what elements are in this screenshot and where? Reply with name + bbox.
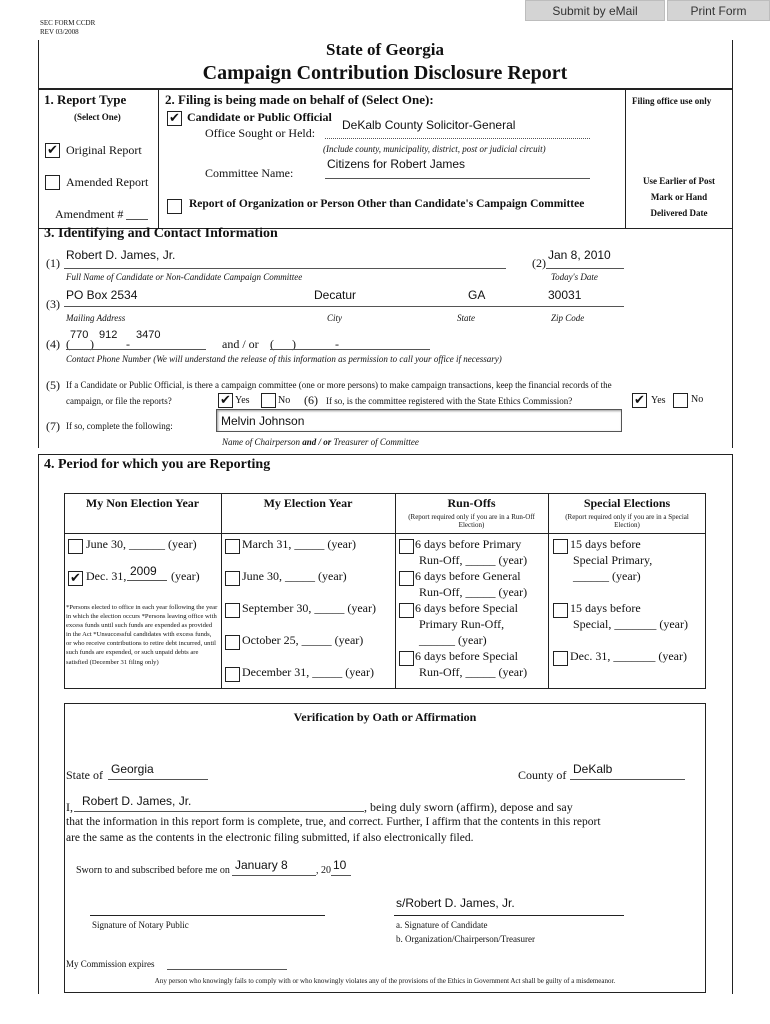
ey-september-label: September 30, _____ (year) bbox=[242, 601, 376, 615]
office-hint: (Include county, municipality, district, post or judicial circuit) bbox=[323, 144, 546, 154]
subscribed-year-line bbox=[331, 875, 351, 876]
frame-right bbox=[732, 40, 733, 448]
committee-name-line bbox=[325, 178, 590, 179]
ne-june-label: June 30, ______ (year) bbox=[86, 537, 197, 551]
select-one-hint: (Select One) bbox=[74, 112, 121, 122]
phone2-line[interactable] bbox=[270, 349, 430, 350]
city-caption: City bbox=[327, 313, 342, 323]
special-elections-header: Special Elections bbox=[583, 496, 671, 510]
ne-dec-year-line bbox=[127, 580, 167, 581]
q7-number: (7) bbox=[46, 419, 60, 433]
candidate-checkbox[interactable]: ✔ bbox=[167, 111, 182, 126]
commission-label: My Commission expires bbox=[66, 959, 155, 969]
name-caption: Full Name of Candidate or Non-Candidate Campaign Committee bbox=[66, 272, 303, 282]
ne-june-checkbox[interactable] bbox=[68, 539, 83, 554]
non-election-year-header: My Non Election Year bbox=[85, 496, 200, 510]
period-col-divider-3 bbox=[548, 493, 549, 689]
ey-june-checkbox[interactable] bbox=[225, 571, 240, 586]
verification-state-value[interactable]: Georgia bbox=[111, 762, 154, 776]
committee-name-value[interactable]: Citizens for Robert James bbox=[327, 157, 466, 171]
run-offs-header: Run-Offs bbox=[447, 496, 496, 510]
office-sought-label: Office Sought or Held: bbox=[205, 126, 316, 140]
ne-dec-year-value[interactable]: 2009 bbox=[130, 564, 157, 578]
verification-state-line bbox=[108, 779, 208, 780]
verification-box bbox=[64, 703, 706, 993]
q6-yes-label: Yes bbox=[651, 395, 666, 406]
q1-number: (1) bbox=[46, 256, 60, 270]
sworn-text: , being duly sworn (affirm), depose and say bbox=[364, 800, 573, 814]
address-value[interactable]: PO Box 2534 bbox=[66, 288, 138, 302]
affiant-name-line bbox=[74, 811, 364, 812]
q5-number: (5) bbox=[46, 378, 60, 392]
election-year-header: My Election Year bbox=[263, 496, 353, 510]
zip-value[interactable]: 30031 bbox=[548, 288, 582, 302]
ey-march-label: March 31, _____ (year) bbox=[242, 537, 356, 551]
ro-special-label-a: 6 days before Special bbox=[415, 649, 518, 663]
q6-text: If so, is the committee registered with the State Ethics Commission? bbox=[326, 396, 573, 406]
original-report-label: Original Report bbox=[66, 143, 142, 157]
state-value[interactable]: GA bbox=[468, 288, 486, 302]
city-value[interactable]: Decatur bbox=[314, 288, 357, 302]
candidate-name-value[interactable]: Robert D. James, Jr. bbox=[66, 248, 176, 262]
address-line bbox=[64, 306, 624, 307]
affiant-name-value[interactable]: Robert D. James, Jr. bbox=[82, 794, 192, 808]
ro-primary-checkbox[interactable] bbox=[399, 539, 414, 554]
ro-special-primary-label-b: Primary Run-Off, bbox=[419, 617, 505, 631]
subscribed-date-line bbox=[232, 875, 316, 876]
header-rule bbox=[38, 88, 732, 90]
form-id: SEC FORM CCDR bbox=[40, 19, 96, 27]
zip-caption: Zip Code bbox=[551, 313, 585, 323]
frame-left-lower bbox=[38, 454, 39, 994]
se-special-primary-label-b: Special Primary, bbox=[573, 553, 653, 567]
non-election-note: *Persons elected to office in each year following the year in which the election occurs *Persons leaving office with excess funds until such funds are expended as provided in the Act *Unsuccessful candidates with excess funds, or who receive contributions to retire debt incurred, until such funds are expended, or such unpaid debts are satisfied (December 31 filing only) bbox=[66, 604, 218, 666]
run-offs-subheader: (Report required only if you are in a Run-Off Election) bbox=[408, 513, 535, 529]
ey-december-label: December 31, _____ (year) bbox=[242, 665, 374, 679]
other-organization-label: Report of Organization or Person Other than Candidate's Campaign Committee bbox=[189, 198, 585, 210]
report-type-title: 1. Report Type bbox=[44, 92, 127, 107]
ne-dec-label: Dec. 31, bbox=[86, 569, 127, 583]
candidate-signature-line bbox=[394, 915, 624, 916]
chair-caption: Name of Chairperson and / or Treasurer of Committee bbox=[222, 437, 419, 447]
verification-body-a: that the information in this report form is complete, true, and correct. Further, I affirm that the contents in this report bbox=[66, 816, 601, 828]
submit-by-email-button[interactable]: Submit by eMail bbox=[525, 0, 665, 21]
comma-twenty: , 20 bbox=[316, 865, 331, 876]
ey-october-checkbox[interactable] bbox=[225, 635, 240, 650]
office-use-title: Filing office use only bbox=[632, 96, 712, 106]
commission-line[interactable] bbox=[167, 969, 287, 970]
amendment-number-label: Amendment # bbox=[55, 207, 124, 221]
phone1-line bbox=[66, 349, 206, 350]
q5-yes-label: Yes bbox=[235, 395, 250, 406]
area-code-value[interactable]: 770 bbox=[70, 329, 89, 341]
q5-yes-checkbox[interactable]: ✔ bbox=[218, 393, 233, 408]
subscribed-date-value[interactable]: January 8 bbox=[235, 858, 288, 872]
candidate-signature-value[interactable]: s/Robert D. James, Jr. bbox=[396, 896, 515, 910]
candidate-label: Candidate or Public Official bbox=[187, 110, 332, 124]
verification-state-label: State of bbox=[66, 768, 103, 782]
office-sought-line bbox=[325, 138, 590, 139]
chairperson-input[interactable] bbox=[216, 409, 622, 432]
se-dec-label: Dec. 31, _______ (year) bbox=[570, 649, 687, 663]
q6-no-checkbox[interactable] bbox=[673, 393, 688, 408]
ro-primary-label-b: Run-Off, _____ (year) bbox=[419, 553, 528, 567]
se-special-label-b: Special, _______ (year) bbox=[573, 617, 688, 631]
candidate-name-line bbox=[64, 268, 506, 269]
ro-special-primary-label-c: ______ (year) bbox=[419, 633, 487, 647]
ro-general-label-b: Run-Off, _____ (year) bbox=[419, 585, 528, 599]
ro-general-checkbox[interactable] bbox=[399, 571, 414, 586]
ne-dec-checkbox[interactable]: ✔ bbox=[68, 571, 83, 586]
sig-caption-b: b. Organization/Chairperson/Treasurer bbox=[396, 934, 535, 944]
phone-caption: Contact Phone Number (We will understand the release of this information as permission to call your office if necessary) bbox=[66, 354, 502, 364]
ey-december-checkbox[interactable] bbox=[225, 667, 240, 682]
todays-date-line bbox=[546, 268, 624, 269]
ro-special-label-b: Run-Off, _____ (year) bbox=[419, 665, 528, 679]
state-caption: State bbox=[457, 313, 475, 323]
q5-no-label: No bbox=[278, 395, 291, 406]
page-title: Campaign Contribution Disclosure Report bbox=[202, 62, 568, 84]
ro-special-checkbox[interactable] bbox=[399, 651, 414, 666]
period-header-rule bbox=[64, 533, 706, 534]
amended-report-checkbox[interactable] bbox=[45, 175, 60, 190]
frame-left bbox=[38, 40, 39, 448]
address-caption: Mailing Address bbox=[66, 313, 126, 323]
phone-line-value[interactable]: 3470 bbox=[136, 329, 161, 341]
se-special-label-a: 15 days before bbox=[570, 601, 641, 615]
ey-june-label: June 30, _____ (year) bbox=[242, 569, 347, 583]
chairperson-value: Melvin Johnson bbox=[221, 414, 305, 428]
notary-signature-line bbox=[90, 915, 325, 916]
period-col-divider-1 bbox=[221, 493, 222, 689]
ey-march-checkbox[interactable] bbox=[225, 539, 240, 554]
other-organization-checkbox[interactable] bbox=[167, 199, 182, 214]
q5-text-b: campaign, or file the reports? bbox=[66, 396, 172, 406]
office-sought-value[interactable]: DeKalb County Solicitor-General bbox=[342, 118, 516, 132]
office-divider bbox=[625, 88, 626, 228]
ro-primary-label-a: 6 days before Primary bbox=[415, 537, 522, 551]
q5-text-a: If a Candidate or Public Official, is there a campaign committee (one or more persons) to make campaign transactions, keep the financial records of the bbox=[66, 380, 612, 390]
subscribed-year-value[interactable]: 10 bbox=[333, 858, 347, 872]
se-dec-checkbox[interactable] bbox=[553, 651, 568, 666]
verification-county-label: County of bbox=[518, 768, 567, 782]
q6-yes-checkbox[interactable]: ✔ bbox=[632, 393, 647, 408]
subscribed-label: Sworn to and subscribed before me on bbox=[76, 865, 230, 876]
amended-report-label: Amended Report bbox=[66, 175, 149, 189]
ey-october-label: October 25, _____ (year) bbox=[242, 633, 364, 647]
amendment-number-field[interactable] bbox=[126, 219, 148, 220]
q2-number: (2) bbox=[532, 256, 546, 270]
filing-behalf-title: 2. Filing is being made on behalf of (Select One): bbox=[165, 92, 434, 107]
special-elections-subheader: (Report required only if you are in a Special Election) bbox=[565, 513, 689, 529]
office-use-line2: Mark or Hand bbox=[650, 192, 708, 202]
date-caption: Today's Date bbox=[551, 272, 598, 282]
se-special-primary-checkbox[interactable] bbox=[553, 539, 568, 554]
verification-title: Verification by Oath or Affirmation bbox=[293, 710, 477, 724]
q6-number: (6) bbox=[304, 393, 318, 407]
section4-rule bbox=[38, 454, 732, 455]
q4-number: (4) bbox=[46, 337, 60, 351]
office-use-line1: Use Earlier of Post bbox=[642, 176, 716, 186]
frame-right-lower bbox=[732, 454, 733, 994]
office-use-line3: Delivered Date bbox=[650, 208, 708, 218]
q7-text: If so, complete the following: bbox=[66, 421, 173, 431]
verification-body-b: are the same as the contents in the electronic filing submitted, if also electronically filed. bbox=[66, 832, 474, 844]
ro-special-primary-checkbox[interactable] bbox=[399, 603, 414, 618]
form-revision: REV 03/2008 bbox=[40, 28, 79, 36]
notary-caption: Signature of Notary Public bbox=[92, 920, 189, 930]
committee-name-label: Committee Name: bbox=[205, 166, 294, 180]
ey-september-checkbox[interactable] bbox=[225, 603, 240, 618]
q6-no-label: No bbox=[691, 394, 704, 405]
identifying-title: 3. Identifying and Contact Information bbox=[44, 226, 278, 241]
q3-number: (3) bbox=[46, 297, 60, 311]
affiant-i-label: I, bbox=[66, 800, 73, 814]
verification-county-line bbox=[570, 779, 685, 780]
ne-dec-year-suffix: (year) bbox=[171, 569, 200, 583]
se-special-primary-label-a: 15 days before bbox=[570, 537, 641, 551]
se-special-primary-label-c: ______ (year) bbox=[573, 569, 641, 583]
q5-no-checkbox[interactable] bbox=[261, 393, 276, 408]
verification-county-value[interactable]: DeKalb bbox=[573, 762, 613, 776]
misdemeanor-footer: Any person who knowingly fails to comply with or who knowingly violates any of the provisions of the Ethics in Government Act shall be guilty of a misdemeanor. bbox=[154, 977, 616, 985]
se-special-checkbox[interactable] bbox=[553, 603, 568, 618]
todays-date-value[interactable]: Jan 8, 2010 bbox=[548, 248, 611, 262]
original-report-checkbox[interactable]: ✔ bbox=[45, 143, 60, 158]
ro-special-primary-label-a: 6 days before Special bbox=[415, 601, 518, 615]
period-col-divider-2 bbox=[395, 493, 396, 689]
state-heading: State of Georgia bbox=[325, 40, 445, 59]
print-form-button[interactable]: Print Form bbox=[667, 0, 770, 21]
section1-divider bbox=[158, 88, 159, 228]
period-title: 4. Period for which you are Reporting bbox=[44, 457, 271, 472]
phone-prefix-value[interactable]: 912 bbox=[99, 329, 118, 341]
sig-caption-a: a. Signature of Candidate bbox=[396, 920, 488, 930]
and-or-label: and / or bbox=[222, 337, 259, 351]
ro-general-label-a: 6 days before General bbox=[415, 569, 521, 583]
